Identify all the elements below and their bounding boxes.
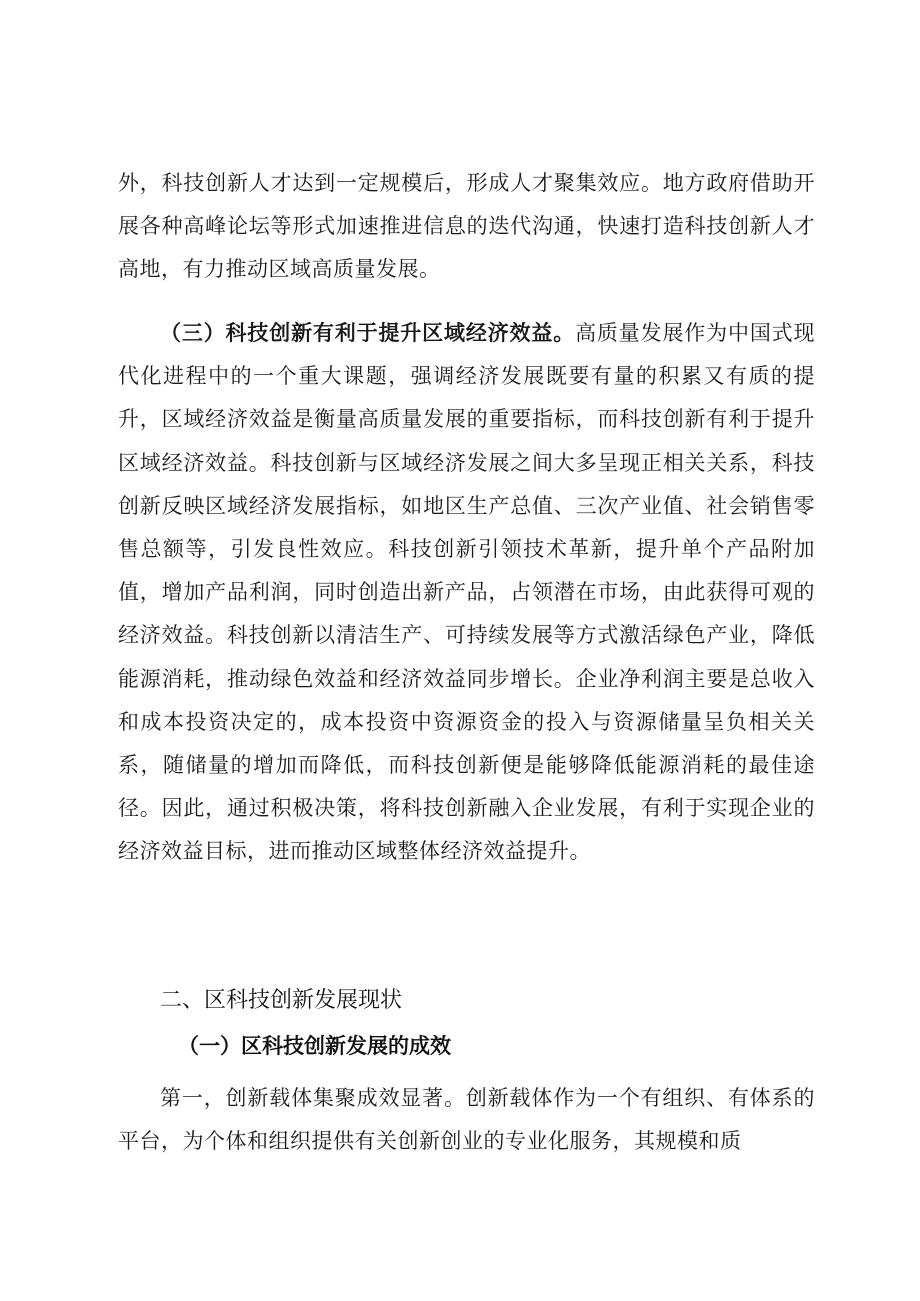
section-heading: 二、区科技创新发展现状 bbox=[160, 988, 403, 1013]
paragraph-inline-heading: （三）科技创新有利于提升区域经济效益。 bbox=[160, 320, 576, 345]
paragraph-innovation-carriers: 第一，创新载体集聚成效显著。创新载体作为一个有组织、有体系的平台，为个体和组织提供有关创新创业的专业化服务，其规模和质 bbox=[118, 1086, 815, 1154]
paragraph-economic-benefit bbox=[118, 311, 815, 874]
paragraph-talent-cluster: 外，科技创新人才达到一定规模后，形成人才聚集效应。地方政府借助开展各种高峰论坛等形式加速推进信息的迭代沟通，快速打造科技创新人才高地，有力推动区域高质量发展。 bbox=[118, 171, 815, 282]
sub-section-heading: （一）区科技创新发展的成效 bbox=[178, 1033, 451, 1058]
paragraph-body-text: 高质量发展作为中国式现代化进程中的一个重大课题，强调经济发展既要有量的积累又有质的提升，区域经济效益是衡量高质量发展的重要指标，而科技创新有利于提升区域经济效益。科技创新与区域经济发展之间大多呈现正相关关系，科技创新反映区域经济发展指标，如地区生产总值、三次产业值、社会销售零售总额等，引发良性效应。科技创新引领技术革新，提升单个产品附加值，增加产品利润，同时创造出新产品，占领潜在市场，由此获得可观的经济效益。科技创新以清洁生产、可持续发展等方式激活绿色产业，降低能源消耗，推动绿色效益和经济效益同步增长。企业净利润主要是总收入和成本投资决定的，成本投资中资源资金的投入与资源储量呈负相关关系，随储量的增加而降低，而科技创新便是能够降低能源消耗的最佳途径。因此，通过积极决策，将科技创新融入企业发展，有利于实现企业的经济效益目标，进而推动区域整体经济效益提升。 bbox=[118, 321, 816, 864]
